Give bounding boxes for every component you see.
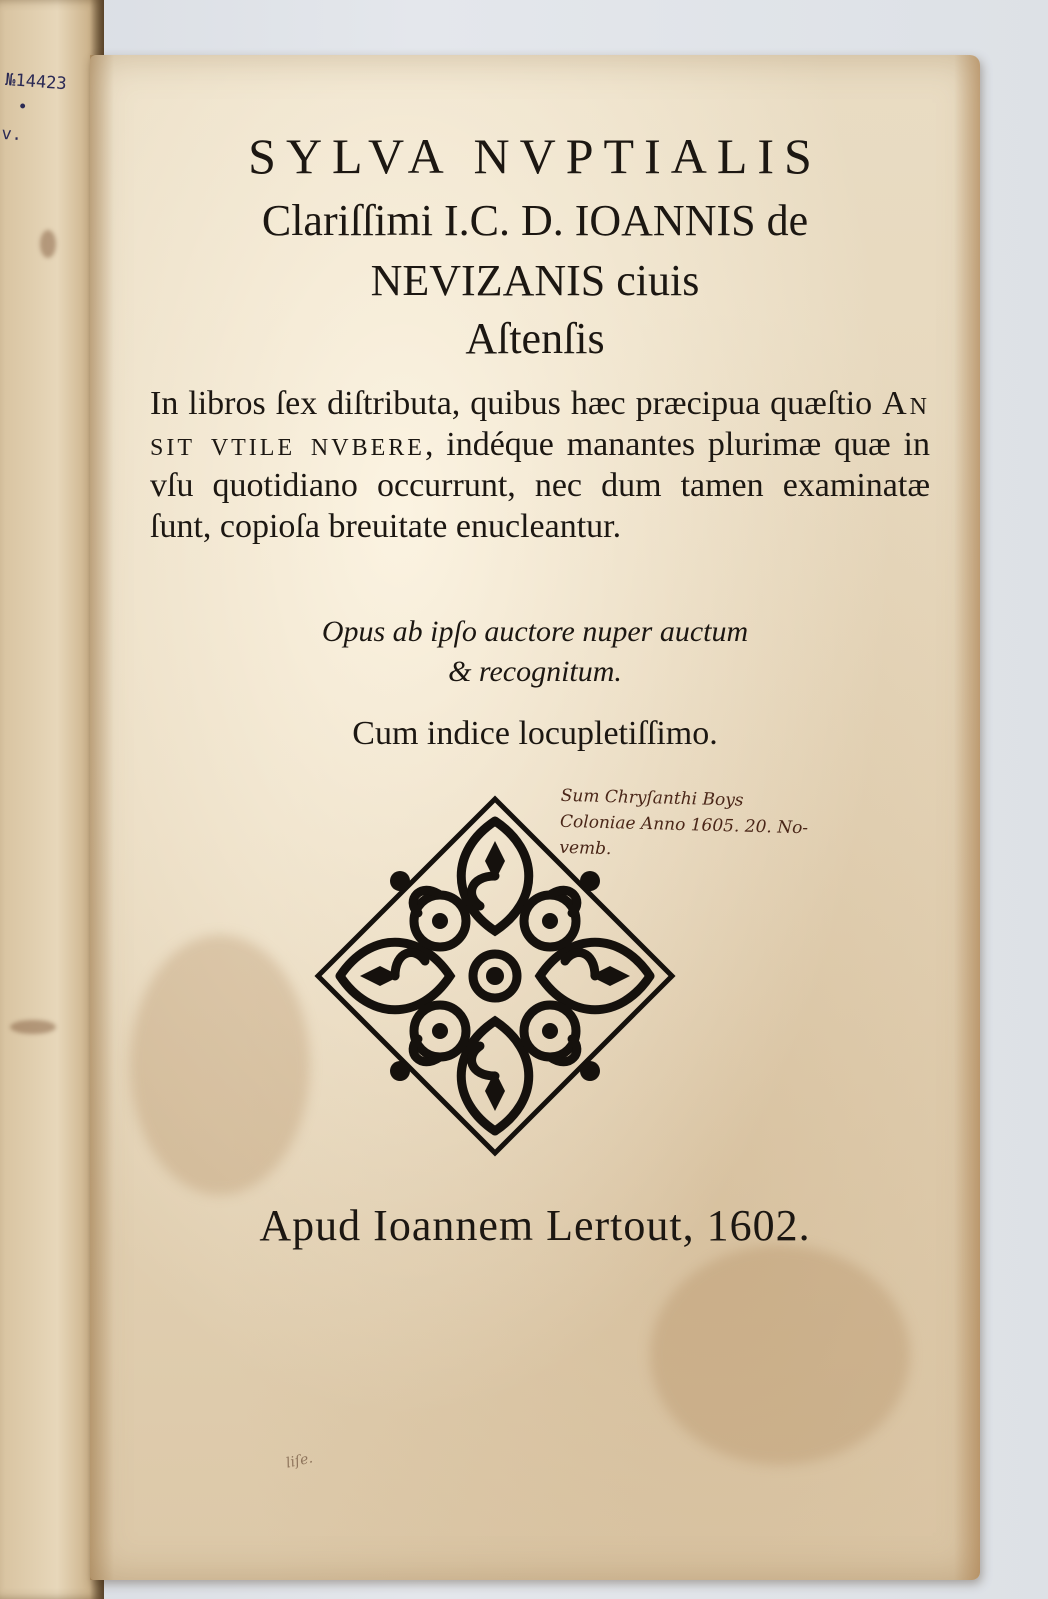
imprint-line: Apud Ioannem Lertout, 1602.	[259, 1201, 811, 1250]
italic-line-1: Opus ab ipſo auctore nuper auctum	[321, 615, 749, 648]
manuscript-line-2: Coloniae Anno 1605. 20. No-	[559, 811, 809, 839]
book-title: SYLVA NVPTIALIS	[248, 128, 822, 184]
foxing-spot	[130, 935, 310, 1195]
description-text: In libros ſex diſtributa, quibus hæc præcipua quæſtio	[150, 385, 883, 422]
description-text-end: , indéque manantes plurimæ quæ in vſu quotidiano occurrunt, nec dum tamen examinatæ ſunt, copioſa breuitate enucleantur.	[150, 426, 930, 545]
author-origin-line: Aſtenſis	[465, 314, 605, 363]
title-page	[90, 55, 980, 1580]
author-name-line: NEVIZANIS ciuis	[370, 256, 700, 305]
ink-stain	[10, 1020, 56, 1034]
foxing-spot	[650, 1245, 910, 1465]
description-question: An sit vtile nvbere	[150, 385, 930, 463]
shelfmark-number: №14423	[4, 70, 68, 95]
shelfmark-dot: •	[16, 96, 29, 118]
ink-stain	[40, 230, 56, 258]
faint-pencil-mark: liſe.	[284, 1450, 315, 1472]
author-line: Clariſſimi I.C. D. IOANNIS de	[261, 196, 809, 245]
shelfmark-note	[1, 70, 96, 150]
shelfmark-letter: v.	[0, 123, 23, 146]
index-line: Cum indice locupletiſſimo.	[352, 715, 718, 752]
left-facing-page	[0, 0, 104, 1599]
manuscript-line-1: Sum Chryſanthi Boys	[560, 785, 744, 811]
description-paragraph	[150, 383, 930, 547]
italic-line-2: & recognitum.	[448, 655, 622, 688]
manuscript-line-3: vemb.	[559, 837, 612, 860]
manuscript-ownership-note	[559, 783, 881, 869]
